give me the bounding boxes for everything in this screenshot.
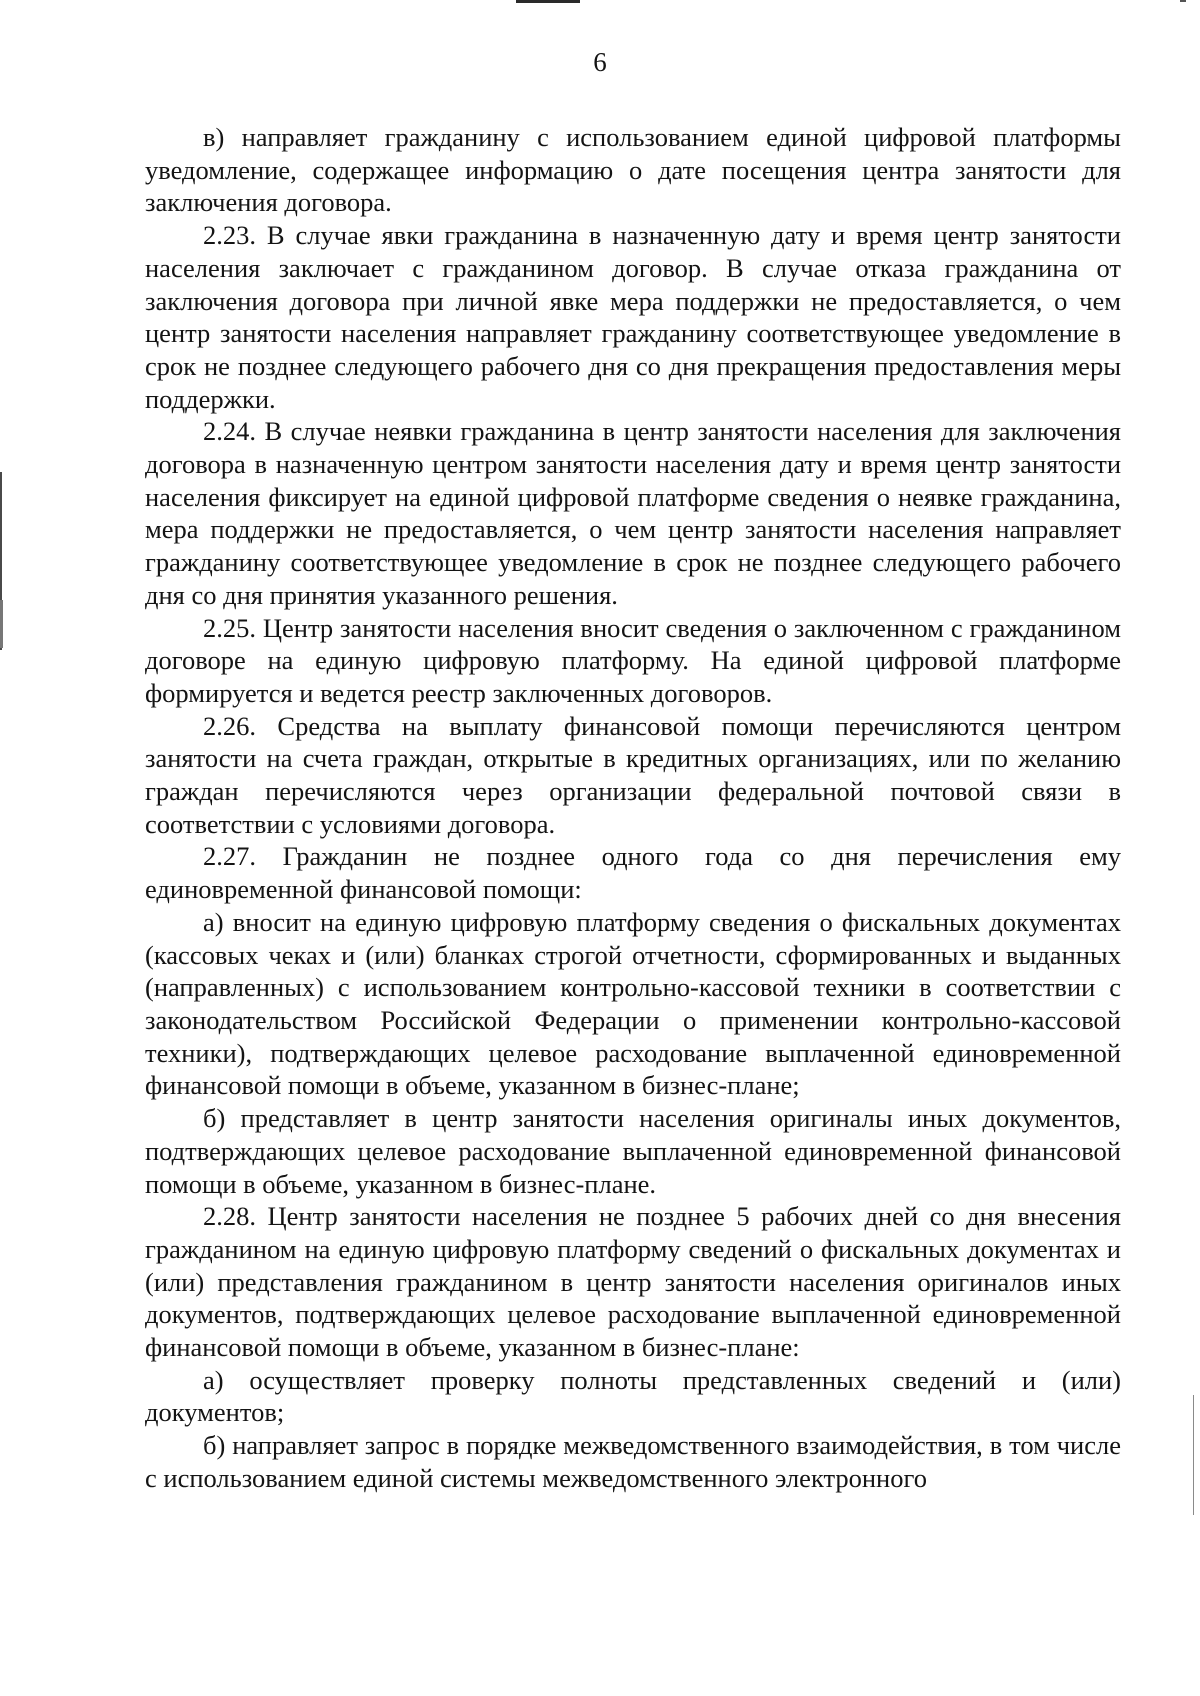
paragraph-2-28-a: а) осуществляет проверку полноты представленных сведений и (или) документов; — [145, 1364, 1121, 1428]
paragraph-2-24: 2.24. В случае неявки гражданина в центр занятости населения для заключения договора в назначенную центром занятости населения дату и время центр занятости населения фиксирует на единой цифровой платформе сведения о неявке гражданина, мера поддержки не предоставляется, о чем центр занятости населения направляет гражданину соответствующее уведомление в срок не позднее следующего рабочего дня со дня принятия указанного решения. — [145, 416, 1121, 610]
scan-margin-line-right — [1193, 1395, 1194, 1515]
document-body — [145, 121, 1121, 1495]
paragraph-2-27-b: б) представляет в центр занятости населения оригиналы иных документов, подтверждающих целевое расходование выплаченной единовременной финансовой помощи в объеме, указанном в бизнес-плане. — [145, 1103, 1121, 1199]
scan-top-mark — [516, 0, 580, 3]
paragraph-2-28: 2.28. Центр занятости населения не позднее 5 рабочих дней со дня внесения гражданином на единую цифровую платформу сведений о фискальных документах и (или) представления гражданином в центр занятости населения оригиналов иных документов, подтверждающих целевое расходование выплаченной единовременной финансовой помощи в объеме, указанном в бизнес-плане: — [145, 1201, 1121, 1363]
paragraph-2-28-b: б) направляет запрос в порядке межведомственного взаимодействия, в том числе с использованием единой системы межведомственного электронного — [145, 1430, 1121, 1493]
scan-margin-mark-left — [0, 600, 3, 648]
paragraph-2-25: 2.25. Центр занятости населения вносит сведения о заключенном с гражданином договоре на единую цифровую платформу. На единой цифровой платформе формируется и ведется реестр заключенных договоров. — [145, 612, 1121, 708]
paragraph-2-27: 2.27. Гражданин не позднее одного года со дня перечисления ему единовременной финансовой помощи: — [145, 841, 1121, 905]
paragraph-2-26: 2.26. Средства на выплату финансовой помощи перечисляются центром занятости на счета граждан, открытые в кредитных организациях, или по желанию граждан перечисляются через организации федеральной почтовой связи в соответствии с условиями договора. — [145, 710, 1121, 839]
paragraph-2-23: 2.23. В случае явки гражданина в назначенную дату и время центр занятости населения заключает с гражданином договор. В случае отказа гражданина от заключения договора при личной явке мера поддержки не предоставляется, о чем центр занятости населения направляет гражданину соответствующее уведомление в срок не позднее следующего рабочего дня со дня прекращения предоставления меры поддержки. — [145, 220, 1121, 414]
scan-corner-mark — [1180, 0, 1186, 2]
paragraph-v-notification: в) направляет гражданину с использованием единой цифровой платформы уведомление, содержащее информацию о дате посещения центра занятости для заключения договора. — [145, 122, 1121, 218]
paragraph-2-27-a: а) вносит на единую цифровую платформу сведения о фискальных документах (кассовых чеках и (или) бланках строгой отчетности, сформированных и выданных (направленных) с использованием контрольно-кассовой техники в соответствии с законодательством Российской Федерации о применении контрольно-кассовой техники), подтверждающих целевое расходование выплаченной единовременной финансовой помощи в объеме, указанном в бизнес-плане; — [145, 906, 1121, 1101]
page-number: 6 — [593, 47, 607, 77]
